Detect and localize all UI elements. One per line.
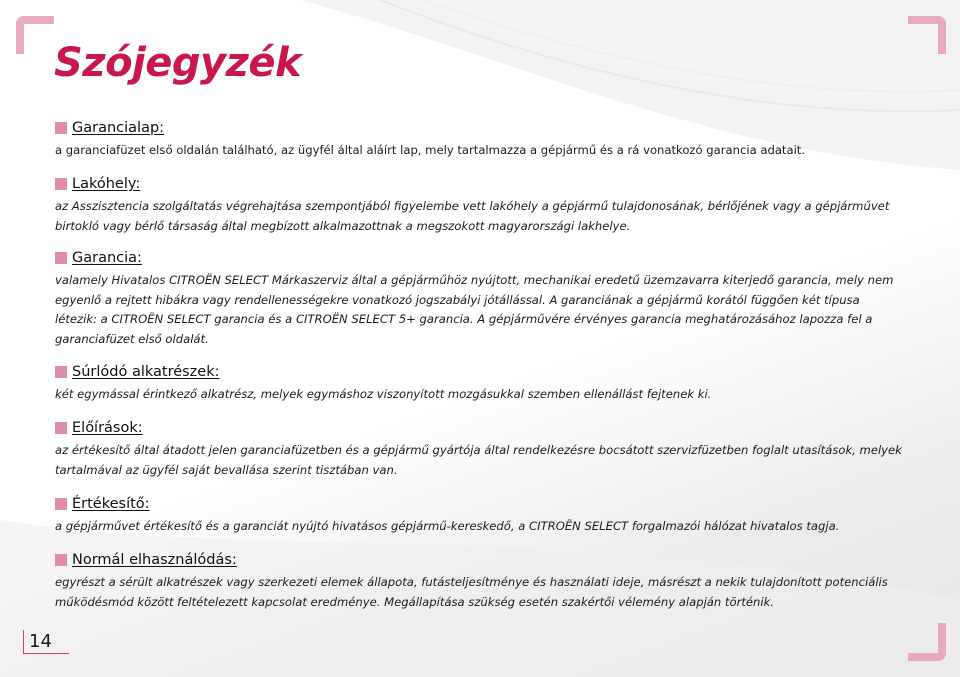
bullet-square-icon xyxy=(55,122,67,134)
term-definition: a garanciafüzet első oldalán található, az ügyfél által aláírt lap, mely tartalmazza a gépjármű és a rá vonatkozó garancia adatait. xyxy=(55,143,806,157)
glossary-entry xyxy=(55,418,905,480)
bullet-square-icon xyxy=(55,554,67,566)
term-definition: az értékesítő által átadott jelen garanciafüzetben és a gépjármű gyártója által rendelkezésre bocsátott szervizfüzetben foglalt utasítások, melyek tartalmával az ügyfél saját bevallása szerint tisztában van. xyxy=(55,443,902,477)
glossary-term xyxy=(55,494,905,514)
glossary-entry xyxy=(55,174,905,236)
term-label: Garancialap: xyxy=(72,120,165,136)
term-label: Normál elhasználódás: xyxy=(72,552,237,568)
glossary-term xyxy=(55,550,905,570)
page-number-rule xyxy=(23,653,69,654)
page-title: Szójegyzék xyxy=(54,40,302,86)
glossary-entry xyxy=(55,550,905,612)
term-definition: két egymással érintkező alkatrész, melyek egymáshoz viszonyított mozgásukkal szemben ellenállást fejtenek ki. xyxy=(55,387,712,401)
bullet-square-icon xyxy=(55,366,67,378)
page-number: 14 xyxy=(23,630,52,654)
term-definition: valamely Hivatalos CITROËN SELECT Márkaszerviz által a gépjárműhöz nyújtott, mechanikai eredetű üzemzavarra kiterjedő garancia, mely nem egyenlő a rejtett hibákra vagy rendellenességekre vonatkozó jogszabályi jótállással. A garanciának a gépjármű korától függően két típusa létezik: a CITROËN SELECT garancia és a CITROËN SELECT 5+ garancia. A gépjárművére érvényes garancia meghatározásához lapozza fel a garanciafüzet első oldalát. xyxy=(55,273,894,346)
bullet-square-icon xyxy=(55,422,67,434)
term-definition: a gépjárművet értékesítő és a garanciát nyújtó hivatásos gépjármű-kereskedő, a CITROËN SELECT forgalmazói hálózat hivatalos tagja. xyxy=(55,519,840,533)
term-label: Előírások: xyxy=(72,420,143,436)
bullet-square-icon xyxy=(55,252,67,264)
term-label: Értékesítő: xyxy=(72,496,150,512)
term-definition: egyrészt a sérült alkatrészek vagy szerkezeti elemek állapota, futásteljesítménye és használati ideje, másrészt a nekik tulajdonított potenciális működésmód között feltételezett kapcsolat eredménye. Megállapítása szükség esetén szakértői vélemény alapján történik. xyxy=(55,575,888,609)
glossary-entry xyxy=(55,494,905,537)
bullet-square-icon xyxy=(55,178,67,190)
term-label: Garancia: xyxy=(72,250,142,266)
glossary-term xyxy=(55,418,905,438)
corner-bracket-bottom-right xyxy=(908,623,946,661)
glossary-entry xyxy=(55,118,905,161)
glossary-term xyxy=(55,362,905,382)
glossary-term xyxy=(55,118,905,138)
corner-bracket-top-left xyxy=(16,16,54,54)
glossary-term xyxy=(55,174,905,194)
corner-bracket-top-right xyxy=(908,16,946,54)
glossary-term xyxy=(55,248,905,268)
bullet-square-icon xyxy=(55,498,67,510)
glossary-entry xyxy=(55,362,905,405)
term-definition: az Asszisztencia szolgáltatás végrehajtása szempontjából figyelembe vett lakóhely a gépjármű tulajdonosának, bérlőjének vagy a gépjárművet birtokló vagy bérlő társaság által megbízott alkalmazottnak a megszokott magyarországi lakhelye. xyxy=(55,199,890,233)
glossary-entry xyxy=(55,248,905,349)
term-label: Súrlódó alkatrészek: xyxy=(72,364,220,380)
term-label: Lakóhely: xyxy=(72,176,141,192)
